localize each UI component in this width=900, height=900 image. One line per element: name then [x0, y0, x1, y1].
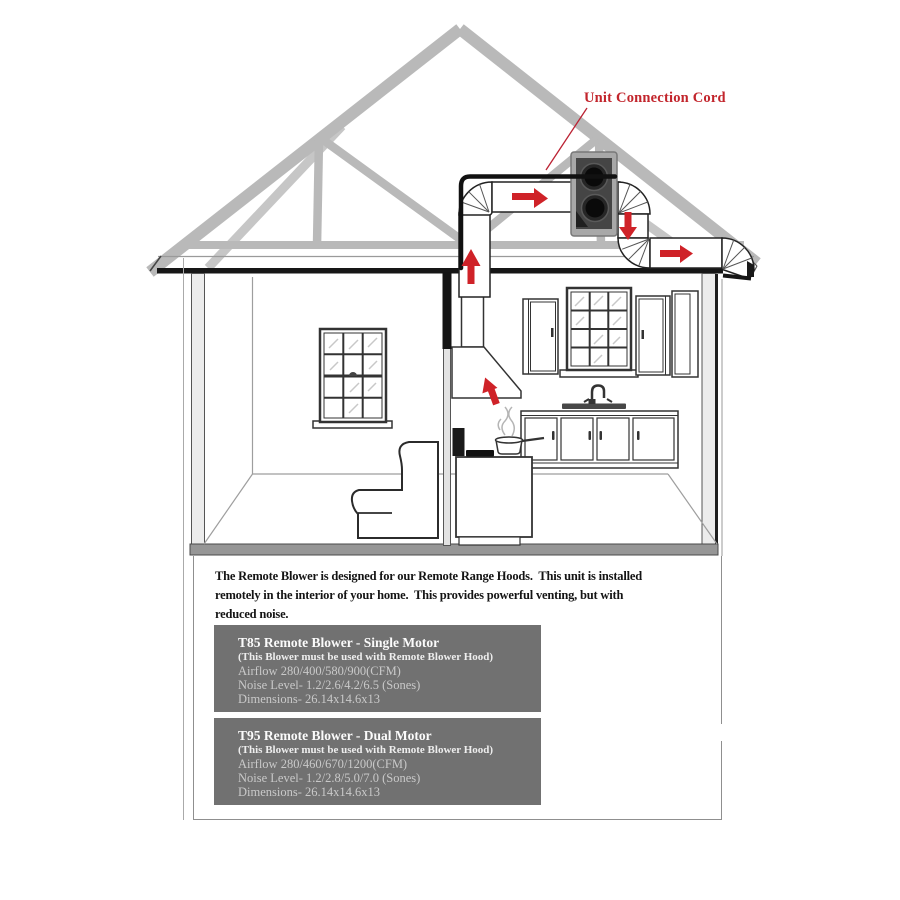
left-wall: [192, 274, 205, 546]
border-notch-artifact: [716, 724, 732, 741]
unit-connection-cord-label: Unit Connection Cord: [584, 90, 726, 106]
product-airflow: Airflow 280/460/670/1200(CFM): [238, 757, 408, 771]
couch: [352, 442, 438, 538]
backsplash-dark: [453, 428, 465, 456]
cooktop: [466, 450, 494, 457]
description-line: remotely in the interior of your home. This provides powerful venting, but with: [215, 588, 624, 602]
floor: [190, 544, 718, 555]
kitchen-window: [560, 288, 638, 377]
ceiling-line-left: [157, 268, 459, 274]
duct-vertical-down: [618, 214, 648, 238]
sink-and-faucet: [562, 386, 626, 410]
product-spec-box-t85: [214, 625, 541, 712]
island-counter: [456, 457, 532, 545]
product-subtitle: (This Blower must be used with Remote Blower Hood): [238, 651, 494, 663]
product-title: T85 Remote Blower - Single Motor: [238, 635, 440, 650]
product-noise-level: Noise Level- 1.2/2.6/4.2/6.5 (Sones): [238, 678, 421, 692]
cabinet-handle: [642, 330, 645, 339]
product-airflow: Airflow 280/400/580/900(CFM): [238, 664, 401, 678]
product-dimensions: Dimensions- 26.14x14.6x13: [238, 785, 381, 799]
product-title: T95 Remote Blower - Dual Motor: [238, 728, 432, 743]
cabinet-handle: [551, 328, 554, 337]
steam: [498, 407, 514, 436]
right-wall: [702, 274, 716, 546]
description-text: [215, 567, 642, 624]
lower-cabinets: [521, 411, 678, 468]
interior-wall-upper-dark: [443, 272, 452, 349]
product-noise-level: Noise Level- 1.2/2.8/5.0/7.0 (Sones): [238, 771, 421, 785]
description-line: The Remote Blower is designed for our Remote Range Hoods. This unit is installed: [215, 569, 642, 583]
info-panel: [193, 556, 722, 820]
ceiling-line-right: [490, 268, 723, 274]
product-subtitle: (This Blower must be used with Remote Blower Hood): [238, 744, 494, 756]
duct-vertical-from-hood: [459, 213, 490, 297]
product-dimensions: Dimensions- 26.14x14.6x13: [238, 692, 381, 706]
living-room-window: [313, 329, 392, 428]
product-spec-box-t95: [214, 718, 541, 805]
description-line: reduced noise.: [215, 607, 289, 621]
blower-unit: [571, 152, 617, 236]
